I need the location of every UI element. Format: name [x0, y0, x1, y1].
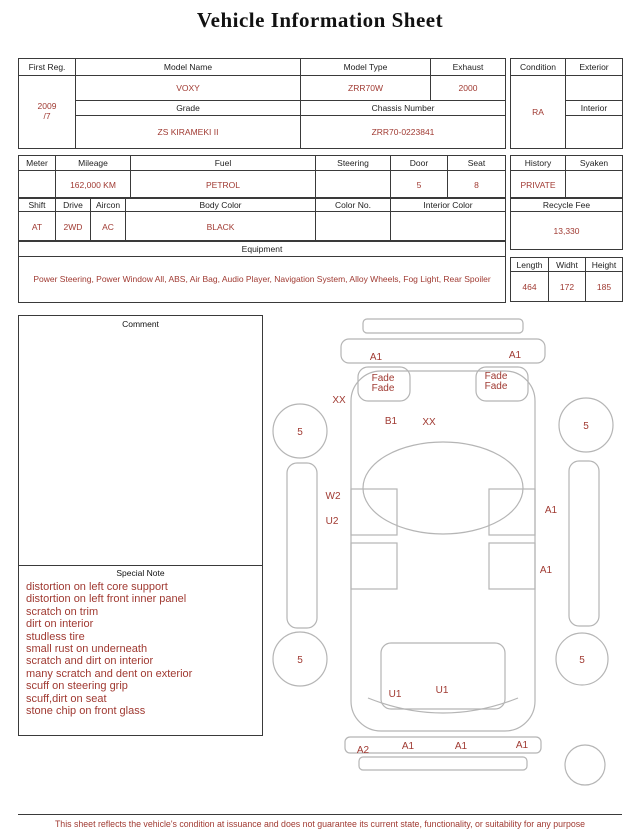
comment-label: Comment [122, 319, 159, 329]
special-note-item: dirt on interior [26, 618, 94, 631]
car-outline [273, 319, 613, 785]
exterior-value [566, 76, 623, 101]
special-note-item: small rust on underneath [26, 643, 148, 656]
special-note-item: scuff,dirt on seat [26, 692, 107, 705]
car-top-view [263, 313, 639, 813]
model-name-value: VOXY [76, 76, 301, 101]
special-note-item: distortion on left front inner panel [26, 593, 187, 606]
special-note-item: scuff on steering grip [26, 680, 128, 693]
mileage-label: Mileage [56, 156, 131, 171]
steering-value [316, 171, 391, 199]
recycle-fee-value: 13,330 [511, 212, 623, 250]
damage-mark: XX [422, 417, 436, 428]
header-table [18, 58, 506, 149]
interior-value [566, 116, 623, 149]
wheel-mark: 5 [297, 427, 303, 438]
interior-color-value [391, 212, 506, 242]
page-title: Vehicle Information Sheet [196, 8, 444, 32]
special-note-item: scratch and dirt on interior [26, 655, 154, 668]
damage-mark: A1 [544, 505, 558, 516]
equipment-label: Equipment [19, 241, 506, 257]
first-reg-month: /7 [43, 111, 51, 121]
shift-label: Shift [19, 198, 56, 212]
height-value: 185 [586, 272, 623, 302]
body-color-label: Body Color [126, 198, 316, 212]
damage-mark: Fade [371, 383, 395, 394]
chassis-number-label: Chassis Number [301, 101, 506, 116]
special-note-item: distortion on left core support [26, 581, 168, 593]
syaken-value [566, 171, 623, 199]
damage-mark: Fade [371, 373, 395, 384]
damage-mark: XX [332, 395, 346, 406]
length-label: Length [511, 258, 549, 272]
damage-mark: B1 [384, 416, 398, 427]
meter-value [19, 171, 56, 199]
model-type-value: ZRR70W [301, 76, 431, 101]
spec-table-a [18, 155, 506, 199]
drive-value: 2WD [56, 212, 91, 242]
history-label: History [511, 156, 566, 171]
interior-label: Interior [566, 101, 623, 116]
wheel-mark: 5 [583, 421, 589, 432]
fuel-label: Fuel [131, 156, 316, 171]
first-reg-value [19, 76, 76, 149]
height-label: Height [586, 258, 623, 272]
chassis-number-value: ZRR70-0223841 [301, 116, 506, 149]
special-note-item: studless tire [26, 630, 85, 643]
condition-label: Condition [511, 59, 566, 76]
damage-mark: U1 [388, 689, 402, 700]
damage-mark: A1 [539, 565, 553, 576]
color-no-value [316, 212, 391, 242]
seat-value: 8 [448, 171, 506, 199]
history-value: PRIVATE [511, 171, 566, 199]
first-reg-label: First Reg. [19, 59, 76, 76]
shift-value: AT [19, 212, 56, 242]
special-note-list [19, 579, 262, 717]
footer-disclaimer: This sheet reflects the vehicle's condition at issuance and does not guarantee its current state, functionality, or suitability for any purpose [18, 814, 622, 829]
equipment-value: Power Steering, Power Window All, ABS, Air Bag, Audio Player, Navigation System, Alloy Wheels, Fog Light, Rear Spoiler [19, 257, 506, 303]
width-value: 172 [549, 272, 586, 302]
damage-mark: Fade [484, 371, 508, 382]
damage-mark: A1 [401, 741, 415, 752]
syaken-label: Syaken [566, 156, 623, 171]
condition-table [510, 58, 623, 149]
damage-marks [297, 350, 589, 756]
wheel-mark: 5 [297, 655, 303, 666]
damage-mark: Fade [484, 381, 508, 392]
aircon-value: AC [91, 212, 126, 242]
steering-label: Steering [316, 156, 391, 171]
wheel-mark: 5 [579, 655, 585, 666]
exterior-label: Exterior [566, 59, 623, 76]
damage-mark: A1 [454, 741, 468, 752]
door-value: 5 [391, 171, 448, 199]
drive-label: Drive [56, 198, 91, 212]
model-type-label: Model Type [301, 59, 431, 76]
comment-panel [18, 315, 263, 736]
special-note-item: many scratch and dent on exterior [26, 667, 193, 680]
exhaust-label: Exhaust [431, 59, 506, 76]
door-label: Door [391, 156, 448, 171]
model-name-label: Model Name [76, 59, 301, 76]
body-color-value: BLACK [126, 212, 316, 242]
condition-value: RA [511, 76, 566, 149]
seat-label: Seat [448, 156, 506, 171]
dimensions-table [510, 257, 623, 302]
damage-mark: A1 [369, 352, 383, 363]
equipment-table [18, 240, 506, 303]
width-label: Widht [549, 258, 586, 272]
special-note-item: stone chip on front glass [26, 705, 146, 718]
damage-mark: U2 [325, 516, 339, 527]
grade-label: Grade [76, 101, 301, 116]
recycle-fee-table [510, 197, 623, 250]
aircon-label: Aircon [91, 198, 126, 212]
interior-color-label: Interior Color [391, 198, 506, 212]
color-no-label: Color No. [316, 198, 391, 212]
comment-area [19, 329, 262, 565]
meter-label: Meter [19, 156, 56, 171]
mileage-value: 162,000 KM [56, 171, 131, 199]
damage-mark: A1 [515, 740, 529, 751]
damage-mark: A2 [356, 745, 370, 756]
grade-value: ZS KIRAMEKI II [76, 116, 301, 149]
damage-mark: U1 [435, 685, 449, 696]
damage-mark: W2 [325, 491, 341, 502]
spec-table-b [18, 197, 506, 242]
car-condition-diagram [263, 313, 639, 813]
special-note-item: scratch on trim [26, 605, 99, 618]
fuel-value: PETROL [131, 171, 316, 199]
special-note-label: Special Note [19, 565, 262, 579]
exhaust-value: 2000 [431, 76, 506, 101]
recycle-fee-label: Recycle Fee [511, 198, 623, 212]
length-value: 464 [511, 272, 549, 302]
first-reg-year: 2009 [37, 101, 57, 112]
history-table [510, 155, 623, 199]
damage-mark: A1 [508, 350, 522, 361]
